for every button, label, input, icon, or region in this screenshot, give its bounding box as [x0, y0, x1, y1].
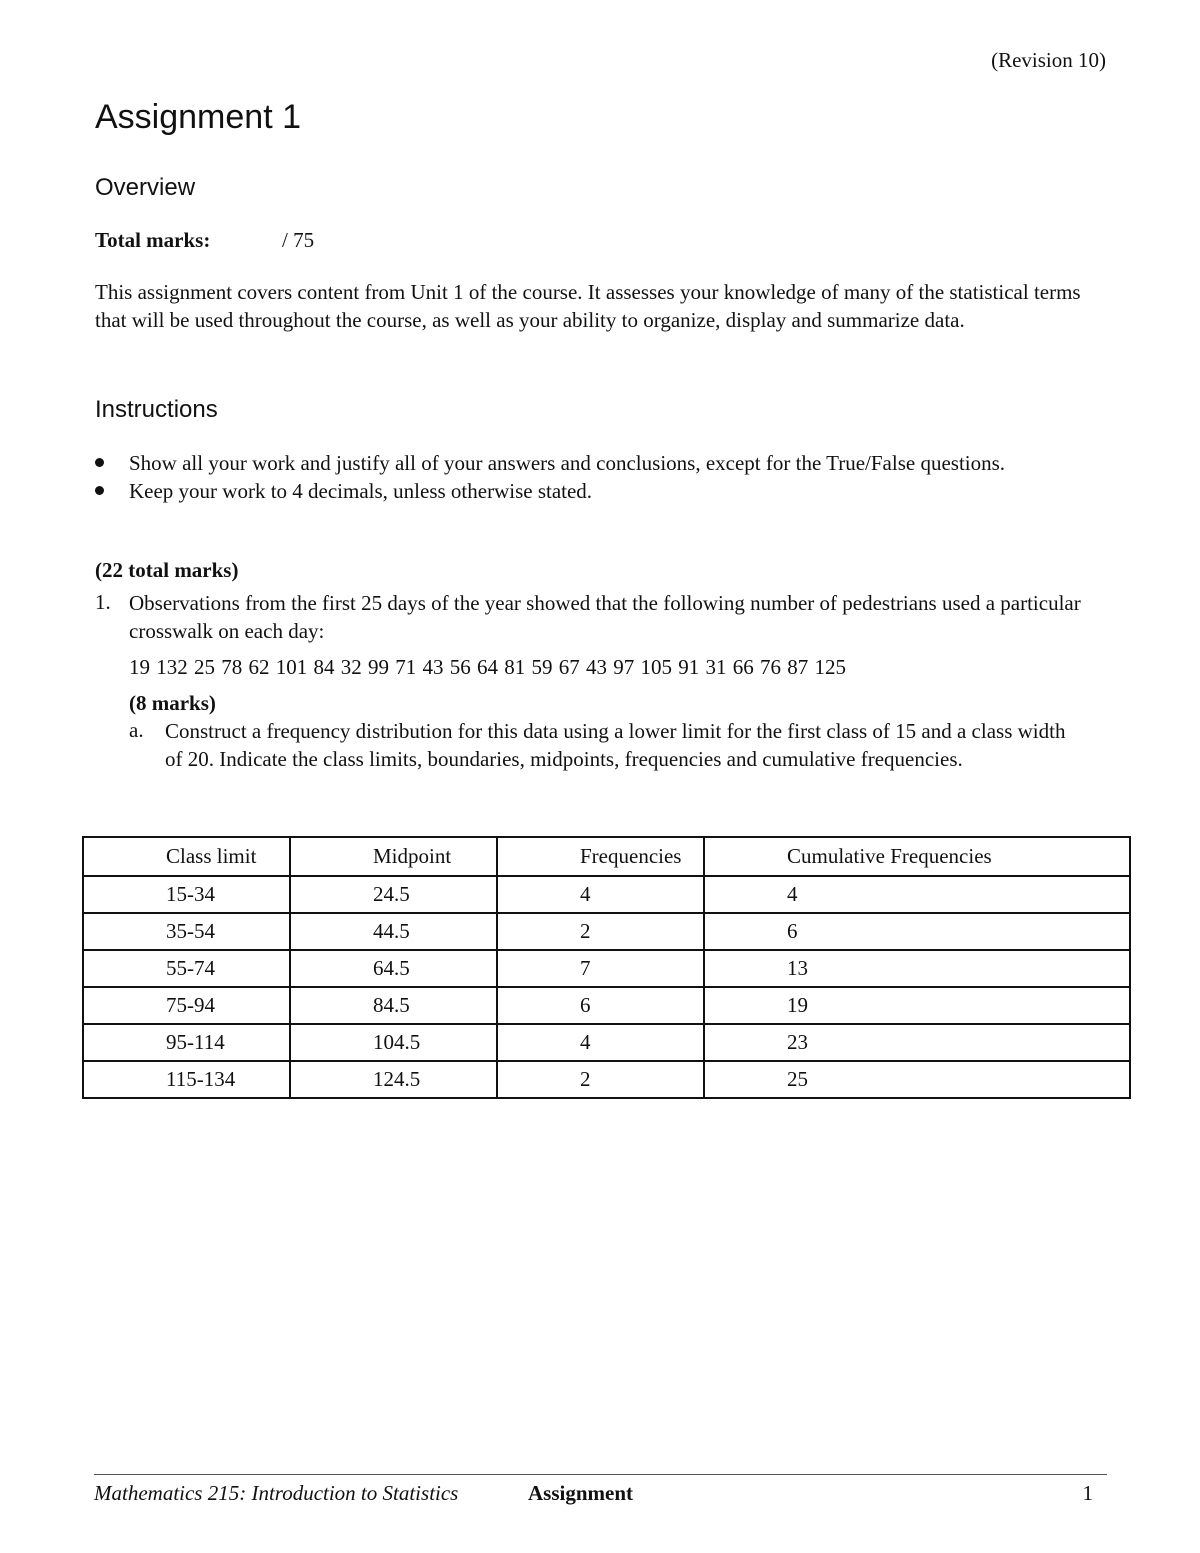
overview-heading: Overview — [95, 174, 196, 201]
cell-frequency: 6 — [497, 987, 704, 1024]
cell-midpoint: 84.5 — [290, 987, 497, 1024]
table-row — [83, 950, 1130, 987]
header-class-limit: Class limit — [83, 837, 290, 876]
cell-frequency: 4 — [497, 876, 704, 913]
cell-frequency: 4 — [497, 1024, 704, 1061]
cell-midpoint: 64.5 — [290, 950, 497, 987]
header-frequencies: Frequencies — [497, 837, 704, 876]
table-row — [83, 913, 1130, 950]
table-row — [83, 987, 1130, 1024]
instruction-text: Keep your work to 4 decimals, unless otherwise stated. — [129, 478, 593, 503]
cell-cumulative: 25 — [704, 1061, 1130, 1098]
cell-midpoint: 44.5 — [290, 913, 497, 950]
cell-midpoint: 124.5 — [290, 1061, 497, 1098]
cell-cumulative: 6 — [704, 913, 1130, 950]
instructions-list — [95, 450, 1105, 505]
frequency-table — [82, 836, 1131, 1099]
cell-class-limit: 75-94 — [83, 987, 290, 1024]
revision-label: (Revision 10) — [991, 48, 1106, 72]
page-title: Assignment 1 — [95, 98, 301, 136]
list-item — [95, 450, 1105, 478]
total-marks-label: Total marks: — [95, 228, 211, 252]
list-item — [95, 478, 1105, 506]
cell-cumulative: 13 — [704, 950, 1130, 987]
table-row — [83, 1061, 1130, 1098]
part-a-letter: a. — [129, 718, 144, 742]
table-row — [83, 1024, 1130, 1061]
cell-frequency: 7 — [497, 950, 704, 987]
intro-paragraph: This assignment covers content from Unit 1 of the course. It assesses your knowledge of many of the statistical terms that will be used throughout the course, as well as your ability to organize, display and summarize data. — [95, 280, 1081, 332]
cell-class-limit: 15-34 — [83, 876, 290, 913]
cell-class-limit: 115-134 — [83, 1061, 290, 1098]
question-data-values: 19 132 25 78 62 101 84 32 99 71 43 56 64 81 59 67 43 97 105 91 31 66 76 87 125 — [129, 655, 846, 679]
part-a-marks: (8 marks) — [129, 691, 216, 715]
cell-midpoint: 104.5 — [290, 1024, 497, 1061]
footer-page-number: 1 — [1082, 1481, 1093, 1505]
bullet-icon — [95, 458, 104, 467]
instructions-heading: Instructions — [95, 396, 218, 423]
footer-assignment-label: Assignment — [528, 1481, 634, 1505]
cell-class-limit: 35-54 — [83, 913, 290, 950]
table-row — [83, 876, 1130, 913]
question-text: Observations from the first 25 days of the year showed that the following number of pedestrians used a particular crosswalk on each day: — [129, 591, 1081, 643]
header-cumulative-frequencies: Cumulative Frequencies — [704, 837, 1130, 876]
footer-divider — [94, 1474, 1107, 1475]
cell-class-limit: 95-114 — [83, 1024, 290, 1061]
total-marks-value: / 75 — [282, 228, 315, 252]
part-a-text: Construct a frequency distribution for this data using a lower limit for the first class of 15 and a class width of 20. Indicate the class limits, boundaries, midpoints, frequencies and cumulative frequencies. — [165, 719, 1066, 771]
table-header-row — [83, 837, 1130, 876]
bullet-icon — [95, 486, 104, 495]
question-total-marks: (22 total marks) — [95, 558, 239, 582]
cell-frequency: 2 — [497, 1061, 704, 1098]
cell-cumulative: 4 — [704, 876, 1130, 913]
total-marks-line — [95, 228, 314, 253]
cell-cumulative: 23 — [704, 1024, 1130, 1061]
question-number: 1. — [95, 590, 111, 614]
cell-cumulative: 19 — [704, 987, 1130, 1024]
instruction-text: Show all your work and justify all of your answers and conclusions, except for the True/False questions. — [129, 451, 1006, 475]
cell-midpoint: 24.5 — [290, 876, 497, 913]
header-midpoint: Midpoint — [290, 837, 497, 876]
cell-class-limit: 55-74 — [83, 950, 290, 987]
cell-frequency: 2 — [497, 913, 704, 950]
footer-course-title: Mathematics 215: Introduction to Statistics — [94, 1481, 459, 1505]
